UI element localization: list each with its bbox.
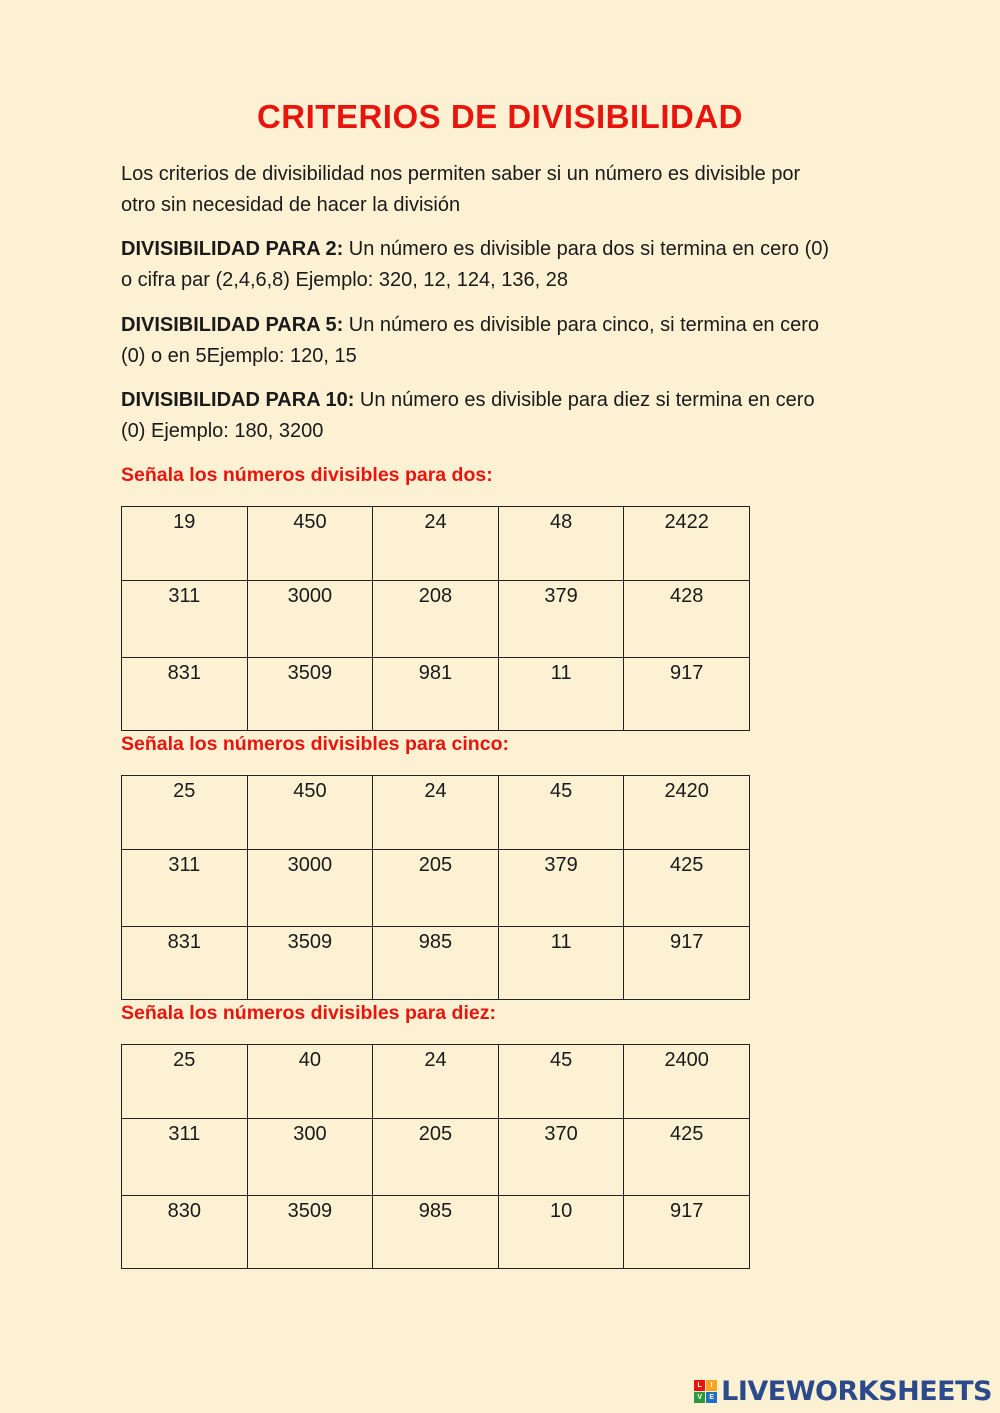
number-value: 205 — [418, 1123, 453, 1145]
rule-text: Un número es divisible para cinco, si termina en cero — [343, 314, 820, 336]
number-value: 3000 — [287, 854, 333, 876]
exercise-heading-ten: Señala los números divisibles para diez: — [121, 1002, 496, 1024]
logo-tile: V — [694, 1392, 705, 1403]
number-cell[interactable] — [624, 581, 750, 658]
number-grid-ten — [121, 1044, 750, 1269]
number-cell[interactable] — [247, 850, 373, 927]
number-cell[interactable] — [247, 658, 373, 731]
number-value: 205 — [418, 854, 453, 876]
number-value: 300 — [293, 1123, 327, 1145]
number-value: 11 — [550, 662, 572, 684]
number-cell[interactable] — [498, 1196, 624, 1269]
table-row — [122, 1045, 750, 1119]
rule-text: Un número es divisible para dos si termina en cero (0) — [343, 238, 830, 260]
number-value: 3509 — [287, 662, 333, 684]
number-cell[interactable] — [122, 658, 248, 731]
number-cell[interactable] — [373, 507, 499, 581]
table-row — [122, 658, 750, 731]
number-value: 379 — [544, 585, 578, 607]
number-value: 208 — [418, 585, 453, 607]
number-grid-two — [121, 506, 750, 731]
number-value: 45 — [549, 780, 573, 802]
number-cell[interactable] — [624, 1119, 750, 1196]
rule-text: Un número es divisible para diez si termina en cero — [354, 389, 815, 411]
number-cell[interactable] — [122, 927, 248, 1000]
rule-divisible-2 — [121, 234, 881, 296]
number-cell[interactable] — [373, 1119, 499, 1196]
number-value: 48 — [549, 511, 573, 533]
table-row — [122, 927, 750, 1000]
page-title: CRITERIOS DE DIVISIBILIDAD — [256, 98, 744, 135]
number-cell[interactable] — [624, 776, 750, 850]
number-cell[interactable] — [498, 850, 624, 927]
number-cell[interactable] — [373, 1196, 499, 1269]
number-cell[interactable] — [247, 1196, 373, 1269]
number-value: 428 — [670, 585, 704, 607]
intro-paragraph — [121, 159, 881, 221]
number-cell[interactable] — [498, 581, 624, 658]
table-row — [122, 850, 750, 927]
number-cell[interactable] — [373, 927, 499, 1000]
number-value: 2422 — [664, 511, 709, 533]
number-value: 10 — [549, 1200, 573, 1222]
number-value: 311 — [168, 854, 201, 876]
number-cell[interactable] — [122, 1196, 248, 1269]
number-value: 917 — [670, 1200, 704, 1222]
number-value: 450 — [293, 511, 327, 533]
number-cell[interactable] — [122, 1119, 248, 1196]
number-value: 24 — [424, 780, 447, 802]
rule-text-line-2: (0) o en 5Ejemplo: 120, 15 — [121, 345, 357, 367]
rule-text-line-2: o cifra par (2,4,6,8) Ejemplo: 320, 12, 124, 136, 28 — [121, 269, 568, 291]
number-value: 2400 — [664, 1049, 709, 1071]
table-row — [122, 581, 750, 658]
number-value: 379 — [544, 854, 578, 876]
number-value: 19 — [173, 511, 196, 533]
logo-tile: I — [706, 1380, 717, 1391]
rule-label: DIVISIBILIDAD PARA 10: — [121, 389, 355, 411]
liveworksheets-brand — [694, 1376, 992, 1407]
number-value: 25 — [173, 1049, 196, 1071]
number-value: 3509 — [287, 931, 333, 953]
number-cell[interactable] — [498, 658, 624, 731]
number-value: 830 — [167, 1200, 201, 1222]
intro-line-2: otro sin necesidad de hacer la división — [121, 194, 461, 216]
number-value: 425 — [670, 854, 704, 876]
table-row — [122, 776, 750, 850]
number-cell[interactable] — [122, 507, 248, 581]
number-cell[interactable] — [373, 581, 499, 658]
number-value: 985 — [418, 1200, 453, 1222]
rule-label: DIVISIBILIDAD PARA 2: — [121, 238, 344, 260]
number-value: 450 — [293, 780, 327, 802]
intro-line-1: Los criterios de divisibilidad nos permiten saber si un número es divisible por — [121, 163, 801, 185]
number-value: 311 — [168, 1123, 201, 1145]
number-value: 831 — [167, 662, 201, 684]
number-cell[interactable] — [247, 581, 373, 658]
number-cell[interactable] — [498, 927, 624, 1000]
number-cell[interactable] — [624, 927, 750, 1000]
number-value: 981 — [418, 662, 453, 684]
number-cell[interactable] — [247, 1119, 373, 1196]
number-value: 917 — [670, 662, 704, 684]
number-value: 985 — [418, 931, 453, 953]
number-value: 25 — [173, 780, 196, 802]
number-value: 370 — [544, 1123, 578, 1145]
number-cell[interactable] — [498, 1119, 624, 1196]
number-cell[interactable] — [373, 658, 499, 731]
number-value: 917 — [670, 931, 704, 953]
rule-text-line-2: (0) Ejemplo: 180, 3200 — [121, 420, 324, 442]
number-cell[interactable] — [122, 850, 248, 927]
number-cell[interactable] — [247, 1045, 373, 1119]
table-row — [122, 1196, 750, 1269]
logo-tile: L — [694, 1380, 705, 1391]
number-value: 45 — [549, 1049, 573, 1071]
number-value: 2420 — [664, 780, 709, 802]
number-cell[interactable] — [624, 850, 750, 927]
number-cell[interactable] — [624, 658, 750, 731]
number-value: 425 — [670, 1123, 704, 1145]
brand-name: LIVEWORKSHEETS — [721, 1376, 992, 1407]
number-cell[interactable] — [498, 1045, 624, 1119]
rule-divisible-10 — [121, 385, 881, 447]
number-value: 24 — [424, 1049, 447, 1071]
exercise-heading-five: Señala los números divisibles para cinco: — [121, 733, 509, 755]
rule-label: DIVISIBILIDAD PARA 5: — [121, 314, 344, 336]
logo-tile: E — [706, 1392, 717, 1403]
number-cell[interactable] — [122, 776, 248, 850]
number-cell[interactable] — [624, 507, 750, 581]
number-cell[interactable] — [373, 776, 499, 850]
rule-divisible-5 — [121, 310, 881, 372]
number-cell[interactable] — [247, 776, 373, 850]
number-cell[interactable] — [122, 581, 248, 658]
number-value: 3509 — [287, 1200, 333, 1222]
number-cell[interactable] — [247, 507, 373, 581]
number-cell[interactable] — [624, 1045, 750, 1119]
number-cell[interactable] — [498, 507, 624, 581]
number-cell[interactable] — [247, 927, 373, 1000]
number-value: 11 — [550, 931, 572, 953]
table-row — [122, 507, 750, 581]
liveworksheets-logo-icon — [694, 1380, 717, 1403]
number-value: 24 — [424, 511, 447, 533]
table-row — [122, 1119, 750, 1196]
exercise-heading-two: Señala los números divisibles para dos: — [121, 464, 493, 486]
number-grid-five — [121, 775, 750, 1000]
number-cell[interactable] — [122, 1045, 248, 1119]
number-value: 3000 — [287, 585, 333, 607]
number-cell[interactable] — [373, 1045, 499, 1119]
number-value: 40 — [298, 1049, 322, 1071]
number-value: 311 — [168, 585, 201, 607]
number-cell[interactable] — [624, 1196, 750, 1269]
number-cell[interactable] — [498, 776, 624, 850]
number-value: 831 — [167, 931, 201, 953]
number-cell[interactable] — [373, 850, 499, 927]
